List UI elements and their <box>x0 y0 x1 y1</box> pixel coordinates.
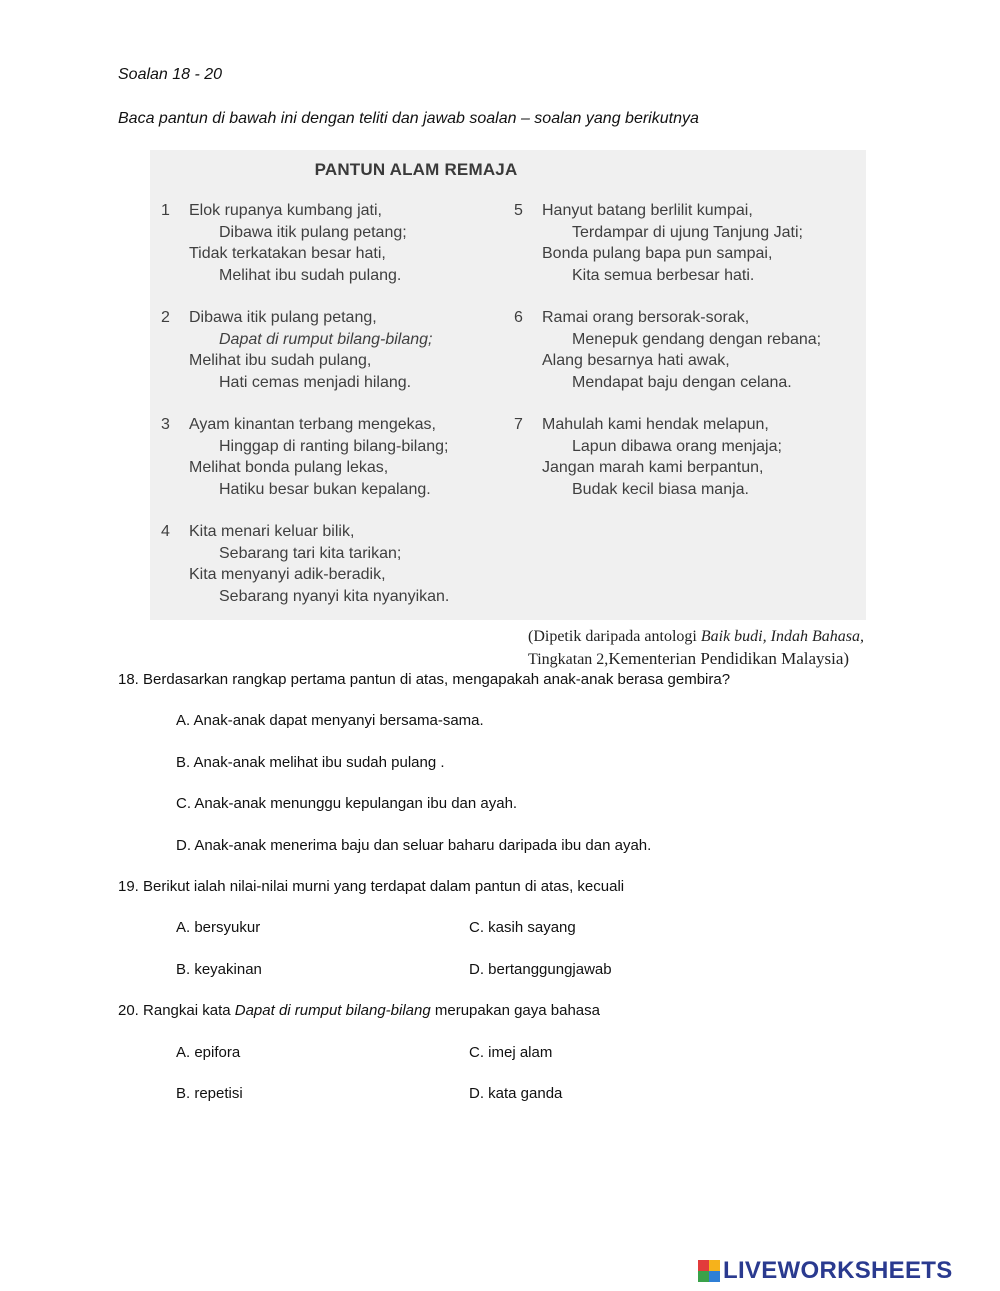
q20-option-a[interactable]: A. epifora <box>176 1044 241 1061</box>
stanza-line: Dibawa itik pulang petang; <box>219 223 407 241</box>
stanza-line: Budak kecil biasa manja. <box>572 480 749 498</box>
question-19-text: 19. Berikut ialah nilai-nilai murni yang terdapat dalam pantun di atas, kecuali <box>118 878 625 895</box>
stanza-line: Dibawa itik pulang petang, <box>189 309 377 326</box>
question-18-text: 18. Berdasarkan rangkap pertama pantun di atas, mengapakah anak-anak berasa gembira? <box>118 671 731 688</box>
q19-option-d[interactable]: D. bertanggungjawab <box>469 961 612 978</box>
stanza-number: 2 <box>161 309 170 326</box>
stanza-line: Mendapat baju dengan celana. <box>572 373 792 391</box>
stanza-line: Melihat bonda pulang lekas, <box>189 459 389 476</box>
stanza-line: Hanyut batang berlilit kumpai, <box>542 202 753 219</box>
stanza-line: Kita semua berbesar hati. <box>572 266 755 284</box>
logo-square-red <box>698 1260 709 1271</box>
stanza-line: Sebarang tari kita tarikan; <box>219 544 402 562</box>
q20-prefix: 20. Rangkai kata <box>118 1002 235 1019</box>
q18-option-a[interactable]: A. Anak-anak dapat menyanyi bersama-sama. <box>176 712 484 729</box>
logo-square-blue <box>709 1271 720 1282</box>
logo-text: LIVEWORKSHEETS <box>723 1257 953 1284</box>
q18-option-b[interactable]: B. Anak-anak melihat ibu sudah pulang . <box>176 754 445 771</box>
stanza-line: Tidak terkatakan besar hati, <box>189 245 386 262</box>
source-book-title: Baik budi, Indah Bahasa, <box>700 628 864 645</box>
q20-option-d[interactable]: D. kata ganda <box>469 1085 563 1102</box>
stanza-number: 4 <box>161 523 170 540</box>
pantun-scan <box>150 150 866 620</box>
source-grade: Tingkatan 2, <box>528 651 609 668</box>
logo-square-yellow <box>709 1260 720 1271</box>
liveworksheets-logo[interactable] <box>698 1254 953 1288</box>
q19-option-a[interactable]: A. bersyukur <box>176 919 261 936</box>
q19-option-b[interactable]: B. keyakinan <box>176 961 262 978</box>
source-line-1 <box>528 626 864 648</box>
q20-phrase: Dapat di rumput bilang-bilang <box>234 1002 431 1019</box>
q20-suffix: merupakan gaya bahasa <box>430 1002 600 1019</box>
stanza-line: Hatiku besar bukan kepalang. <box>219 480 431 498</box>
stanza-number: 1 <box>161 202 170 219</box>
source-line-2 <box>528 648 864 671</box>
source-publisher: Kementerian Pendidikan Malaysia) <box>608 649 850 668</box>
q18-option-c[interactable]: C. Anak-anak menunggu kepulangan ibu dan ayah. <box>176 795 518 812</box>
instruction-text: Baca pantun di bawah ini dengan teliti dan jawab soalan – soalan yang berikutnya <box>118 110 699 127</box>
source-citation <box>528 626 864 671</box>
stanza-line: Sebarang nyanyi kita nyanyikan. <box>219 587 450 605</box>
pantun-title: PANTUN ALAM REMAJA <box>314 160 518 179</box>
stanza-line: Alang besarnya hati awak, <box>542 352 730 369</box>
stanza-line: Ayam kinantan terbang mengekas, <box>189 416 436 433</box>
logo-badge-icon <box>698 1260 720 1282</box>
q19-option-c[interactable]: C. kasih sayang <box>469 919 576 936</box>
stanza-line: Dapat di rumput bilang-bilang; <box>219 330 433 348</box>
stanza-line: Hati cemas menjadi hilang. <box>219 373 412 391</box>
stanza-line: Jangan marah kami berpantun, <box>542 459 764 476</box>
logo-square-green <box>698 1271 709 1282</box>
stanza-line: Lapun dibawa orang menjaja; <box>572 437 782 455</box>
stanza-number: 5 <box>514 202 523 219</box>
stanza-line: Melihat ibu sudah pulang. <box>219 266 402 284</box>
q18-option-d[interactable]: D. Anak-anak menerima baju dan seluar baharu daripada ibu dan ayah. <box>176 837 652 854</box>
stanza-line: Melihat ibu sudah pulang, <box>189 352 372 369</box>
stanza-number: 6 <box>514 309 523 326</box>
stanza-line: Menepuk gendang dengan rebana; <box>572 330 822 348</box>
stanza-line: Terdampar di ujung Tanjung Jati; <box>572 223 803 241</box>
question-20-text <box>118 1002 600 1019</box>
stanza-number: 3 <box>161 416 170 433</box>
q20-option-b[interactable]: B. repetisi <box>176 1085 243 1102</box>
stanza-line: Kita menyanyi adik-beradik, <box>189 566 386 583</box>
stanza-line: Ramai orang bersorak-sorak, <box>542 309 750 326</box>
stanza-line: Bonda pulang bapa pun sampai, <box>542 245 773 262</box>
stanza-line: Hinggap di ranting bilang-bilang; <box>219 437 449 455</box>
stanza-number: 7 <box>514 416 523 433</box>
stanza-line: Elok rupanya kumbang jati, <box>189 202 382 219</box>
section-title: Soalan 18 - 20 <box>118 66 223 83</box>
stanza-line: Kita menari keluar bilik, <box>189 523 355 540</box>
stanza-line: Mahulah kami hendak melapun, <box>542 416 769 433</box>
source-prefix: (Dipetik daripada antologi <box>528 628 701 645</box>
q20-option-c[interactable]: C. imej alam <box>469 1044 553 1061</box>
